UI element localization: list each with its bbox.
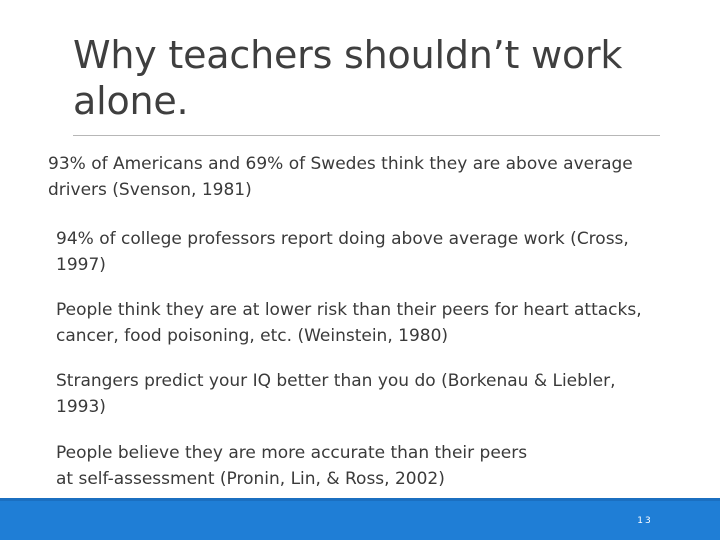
slide-title-line-2: alone.	[73, 79, 189, 123]
bullet-text-line: 1997)	[56, 255, 106, 275]
bullet-text-line: 1993)	[56, 397, 106, 417]
bullet-item-svenson	[48, 151, 633, 203]
bullet-item-pronin	[56, 440, 527, 492]
bullet-item-cross	[56, 226, 629, 278]
bullet-text-line: drivers (Svenson, 1981)	[48, 180, 252, 200]
bullet-text-line: at self-assessment (Pronin, Lin, & Ross, 2002)	[56, 469, 445, 489]
bullet-text-line: 94% of college professors report doing above average work (Cross,	[56, 229, 629, 249]
bullet-item-borkenau	[56, 368, 616, 420]
bullet-text-line: Strangers predict your IQ better than you do (Borkenau & Liebler,	[56, 371, 616, 391]
bullet-text-line: People think they are at lower risk than their peers for heart attacks,	[56, 300, 642, 320]
page-number: 13	[637, 516, 653, 526]
footer-accent-line	[0, 498, 720, 501]
bullet-text-line: People believe they are more accurate than their peers	[56, 443, 528, 463]
footer-bar	[0, 498, 720, 540]
bullet-text-line: cancer, food poisoning, etc. (Weinstein, 1980)	[56, 326, 449, 346]
bullet-text-line: 93% of Americans and 69% of Swedes think they are above average	[48, 154, 633, 174]
bullet-item-weinstein	[56, 297, 642, 349]
slide-title-line-1: Why teachers shouldn’t work	[73, 33, 623, 77]
